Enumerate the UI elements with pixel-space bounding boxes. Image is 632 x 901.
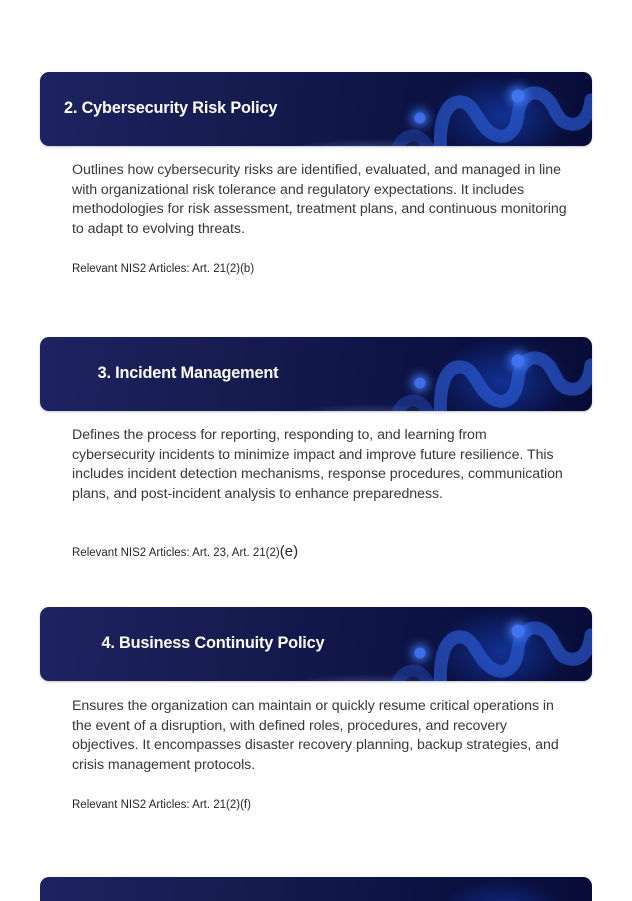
section-banner-cybersecurity-risk-policy — [40, 72, 592, 146]
wave-decoration-icon — [392, 607, 592, 681]
nis2-articles-text-large: (e) — [279, 543, 299, 560]
section-body-text: Ensures the organization can maintain or quickly resume critical operations in the event of a disruption, with defined roles, procedures, and recovery objectives. It encompasses disaster recovery planning, backup strategies, and crisis management protocols. — [72, 698, 559, 774]
section-title: 4. Business Continuity Policy — [101, 632, 325, 652]
nis2-articles-reference — [72, 798, 570, 811]
policy-document-page — [40, 0, 592, 894]
section-title: 2. Cybersecurity Risk Policy — [64, 97, 278, 117]
wave-decoration-icon — [392, 337, 592, 411]
section-body-text: Defines the process for reporting, responding to, and learning from cybersecurity incidents to minimize impact and improve future resilience. This includes incident detection mechanisms, response procedures, communication plans, and post-incident analysis to enhance preparedness. — [72, 427, 563, 503]
section-title: 3. Incident Management — [97, 362, 279, 382]
nis2-articles-text: Relevant NIS2 Articles: Art. 23, Art. 21(2) — [72, 547, 280, 559]
nis2-articles-reference — [72, 262, 570, 275]
wave-decoration-icon — [392, 72, 592, 146]
nis2-articles-text: Relevant NIS2 Articles: Art. 21(2)(b) — [72, 263, 255, 275]
section-banner-business-continuity-policy — [40, 607, 592, 681]
next-section-banner-partial — [40, 877, 592, 901]
nis2-articles-text: Relevant NIS2 Articles: Art. 21(2)(f) — [72, 799, 251, 811]
section-body-text: Outlines how cybersecurity risks are identified, evaluated, and managed in line with organizational risk tolerance and regulatory expectations. It includes methodologies for risk assessment, treatment plans, and continuous monitoring to adapt to evolving threats. — [72, 162, 567, 238]
nis2-articles-reference — [72, 543, 570, 560]
section-banner-incident-management — [40, 337, 592, 411]
